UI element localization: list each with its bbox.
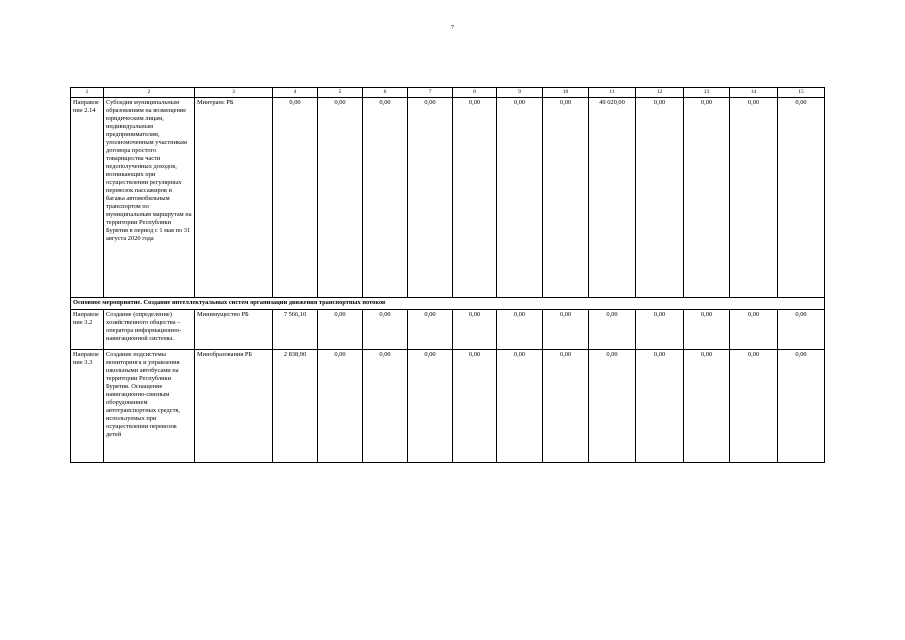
- value-cell: 0,00: [636, 98, 684, 298]
- value-cell: 0,00: [684, 310, 730, 350]
- value-cell: 7 566,10: [273, 310, 318, 350]
- value-cell: 0,00: [636, 310, 684, 350]
- value-cell: 0,00: [778, 350, 825, 463]
- value-cell: 0,00: [453, 310, 497, 350]
- column-header: 15: [778, 88, 825, 98]
- row-name: Создание подсистемы мониторинга и управления школьными автобусами на территории Республики Бурятия. Оснащение навигационно-связным оборудованием автотранспортных средств, используемых при осуществлении перевозок детей: [104, 350, 195, 463]
- value-cell: 2 838,90: [273, 350, 318, 463]
- table-row: [71, 98, 825, 298]
- value-cell: 0,00: [363, 350, 408, 463]
- value-cell: 0,00: [684, 98, 730, 298]
- value-cell: 0,00: [318, 98, 363, 298]
- value-cell: 0,00: [543, 98, 589, 298]
- header-row: [71, 88, 825, 98]
- column-header: 8: [453, 88, 497, 98]
- row-name: Субсидия муниципальным образованиям на возмещение юридическим лицам, индивидуальным предпринимателям, уполномоченным участникам договора простого товарищества части недополученных доходов, возникающих при осуществлении регулярных перевозок пассажиров и багажа автомобильным транспортом по муниципальным маршрутам на территории Республики Бурятия в период с 1 мая по 31 августа 2020 года: [104, 98, 195, 298]
- column-header: 11: [589, 88, 636, 98]
- column-header: 3: [195, 88, 273, 98]
- row-code: Направле ние 2.14: [71, 98, 104, 298]
- column-header: 6: [363, 88, 408, 98]
- value-cell: 0,00: [543, 350, 589, 463]
- value-cell: 0,00: [453, 350, 497, 463]
- value-cell: 0,00: [273, 98, 318, 298]
- row-organization: Минобразования РБ: [195, 350, 273, 463]
- value-cell: 0,00: [453, 98, 497, 298]
- value-cell: 0,00: [730, 350, 778, 463]
- value-cell: 0,00: [589, 310, 636, 350]
- section-row: [71, 298, 825, 310]
- page-number: 7: [451, 25, 454, 31]
- column-header: 12: [636, 88, 684, 98]
- value-cell: 0,00: [730, 98, 778, 298]
- value-cell: 0,00: [730, 310, 778, 350]
- value-cell: 0,00: [363, 98, 408, 298]
- row-code: Направле ние 3.2: [71, 310, 104, 350]
- column-header: 10: [543, 88, 589, 98]
- column-header: 2: [104, 88, 195, 98]
- value-cell: 0,00: [408, 350, 453, 463]
- value-cell: 0,00: [363, 310, 408, 350]
- value-cell: 0,00: [497, 98, 543, 298]
- value-cell: 49 020,00: [589, 98, 636, 298]
- row-organization: Минимущество РБ: [195, 310, 273, 350]
- table-row: [71, 310, 825, 350]
- value-cell: 0,00: [318, 310, 363, 350]
- value-cell: 0,00: [778, 98, 825, 298]
- column-header: 5: [318, 88, 363, 98]
- row-name: Создание (определение) хозяйственного общества – оператора информационно-навигационной системы.: [104, 310, 195, 350]
- table-row: [71, 350, 825, 463]
- value-cell: 0,00: [684, 350, 730, 463]
- row-code: Направле ние 3.3: [71, 350, 104, 463]
- column-header: 1: [71, 88, 104, 98]
- column-header: 7: [408, 88, 453, 98]
- value-cell: 0,00: [318, 350, 363, 463]
- value-cell: 0,00: [408, 98, 453, 298]
- row-organization: Минтранс РБ: [195, 98, 273, 298]
- value-cell: 0,00: [543, 310, 589, 350]
- value-cell: 0,00: [778, 310, 825, 350]
- column-header: 4: [273, 88, 318, 98]
- value-cell: 0,00: [636, 350, 684, 463]
- column-header: 13: [684, 88, 730, 98]
- budget-table: [70, 87, 825, 463]
- value-cell: 0,00: [408, 310, 453, 350]
- section-title: Основное мероприятие. Создание интеллектуальных систем организации движения транспортных потоков: [71, 298, 825, 310]
- value-cell: 0,00: [497, 310, 543, 350]
- column-header: 14: [730, 88, 778, 98]
- value-cell: 0,00: [589, 350, 636, 463]
- value-cell: 0,00: [497, 350, 543, 463]
- column-header: 9: [497, 88, 543, 98]
